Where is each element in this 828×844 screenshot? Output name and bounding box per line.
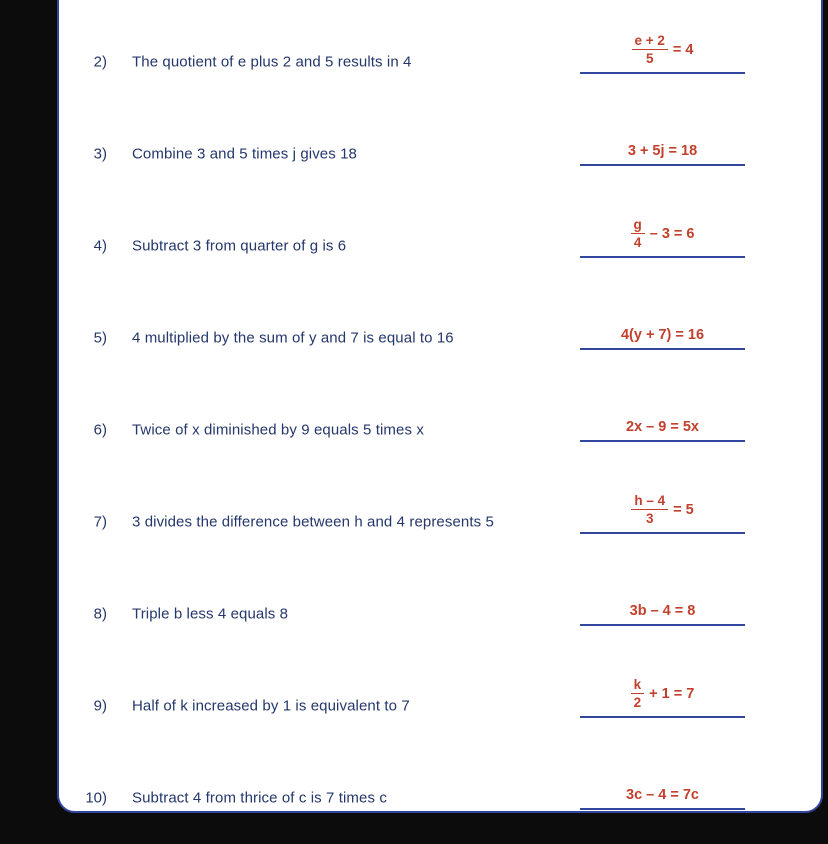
problem-text: Triple b less 4 equals 8 bbox=[132, 605, 289, 623]
problem-list bbox=[59, 16, 821, 844]
answer-line bbox=[580, 217, 745, 258]
fraction-numerator: h – 4 bbox=[631, 493, 668, 511]
problem-text: Twice of x diminished by 9 equals 5 times x bbox=[132, 421, 424, 439]
fraction bbox=[631, 493, 668, 527]
problem-text: 3 divides the difference between h and 4 represents 5 bbox=[132, 513, 494, 531]
answer-equation-suffix: = 4 bbox=[672, 41, 694, 58]
answer-equation: 2x – 9 = 5x bbox=[626, 419, 699, 435]
problem-number: 7) bbox=[93, 513, 107, 531]
answer-line bbox=[580, 603, 745, 626]
fraction-denominator: 3 bbox=[645, 511, 654, 527]
problem-row bbox=[59, 16, 821, 108]
fraction bbox=[631, 217, 645, 251]
problem-text: 4 multiplied by the sum of y and 7 is equal to 16 bbox=[132, 329, 454, 347]
answer-equation: 3b – 4 = 8 bbox=[629, 603, 696, 619]
answer-line bbox=[580, 327, 745, 350]
problem-number: 4) bbox=[93, 237, 107, 255]
fraction-denominator: 2 bbox=[633, 695, 642, 711]
answer-equation-suffix: – 3 = 6 bbox=[649, 225, 695, 242]
problem-row bbox=[59, 752, 821, 844]
answer-equation-suffix: = 5 bbox=[673, 501, 694, 518]
fraction bbox=[631, 677, 645, 711]
answer-equation: 3c – 4 = 7c bbox=[626, 787, 699, 803]
problem-number: 10) bbox=[85, 789, 107, 807]
problem-row bbox=[59, 476, 821, 568]
fraction-numerator: k bbox=[631, 677, 645, 695]
fraction-numerator: g bbox=[631, 217, 645, 235]
problem-text: Half of k increased by 1 is equivalent to 7 bbox=[132, 697, 410, 715]
problem-number: 9) bbox=[93, 697, 107, 715]
answer-line bbox=[580, 143, 745, 166]
fraction bbox=[632, 33, 668, 67]
answer-equation: 4(y + 7) = 16 bbox=[620, 327, 705, 343]
problem-number: 5) bbox=[93, 329, 107, 347]
problem-row bbox=[59, 108, 821, 200]
answer-line bbox=[580, 787, 745, 810]
problem-text: Combine 3 and 5 times j gives 18 bbox=[132, 145, 357, 163]
problem-text: Subtract 3 from quarter of g is 6 bbox=[132, 237, 347, 255]
fraction-denominator: 4 bbox=[633, 235, 642, 251]
answer-line bbox=[580, 677, 745, 718]
problem-row bbox=[59, 568, 821, 660]
answer-line bbox=[580, 33, 745, 74]
problem-row bbox=[59, 200, 821, 292]
problem-number: 6) bbox=[93, 421, 107, 439]
fraction-numerator: e + 2 bbox=[632, 33, 668, 51]
problem-row bbox=[59, 292, 821, 384]
worksheet-page bbox=[57, 0, 823, 813]
problem-number: 3) bbox=[93, 145, 107, 163]
problem-number: 2) bbox=[93, 53, 107, 71]
fraction-denominator: 5 bbox=[645, 51, 654, 67]
problem-text: Subtract 4 from thrice of c is 7 times c bbox=[132, 789, 387, 807]
problem-text: The quotient of e plus 2 and 5 results in 4 bbox=[132, 53, 412, 71]
problem-row bbox=[59, 384, 821, 476]
problem-number: 8) bbox=[93, 605, 107, 623]
answer-line bbox=[580, 419, 745, 442]
answer-equation: 3 + 5j = 18 bbox=[627, 143, 698, 159]
answer-line bbox=[580, 493, 745, 534]
answer-equation-suffix: + 1 = 7 bbox=[649, 685, 695, 702]
problem-row bbox=[59, 660, 821, 752]
